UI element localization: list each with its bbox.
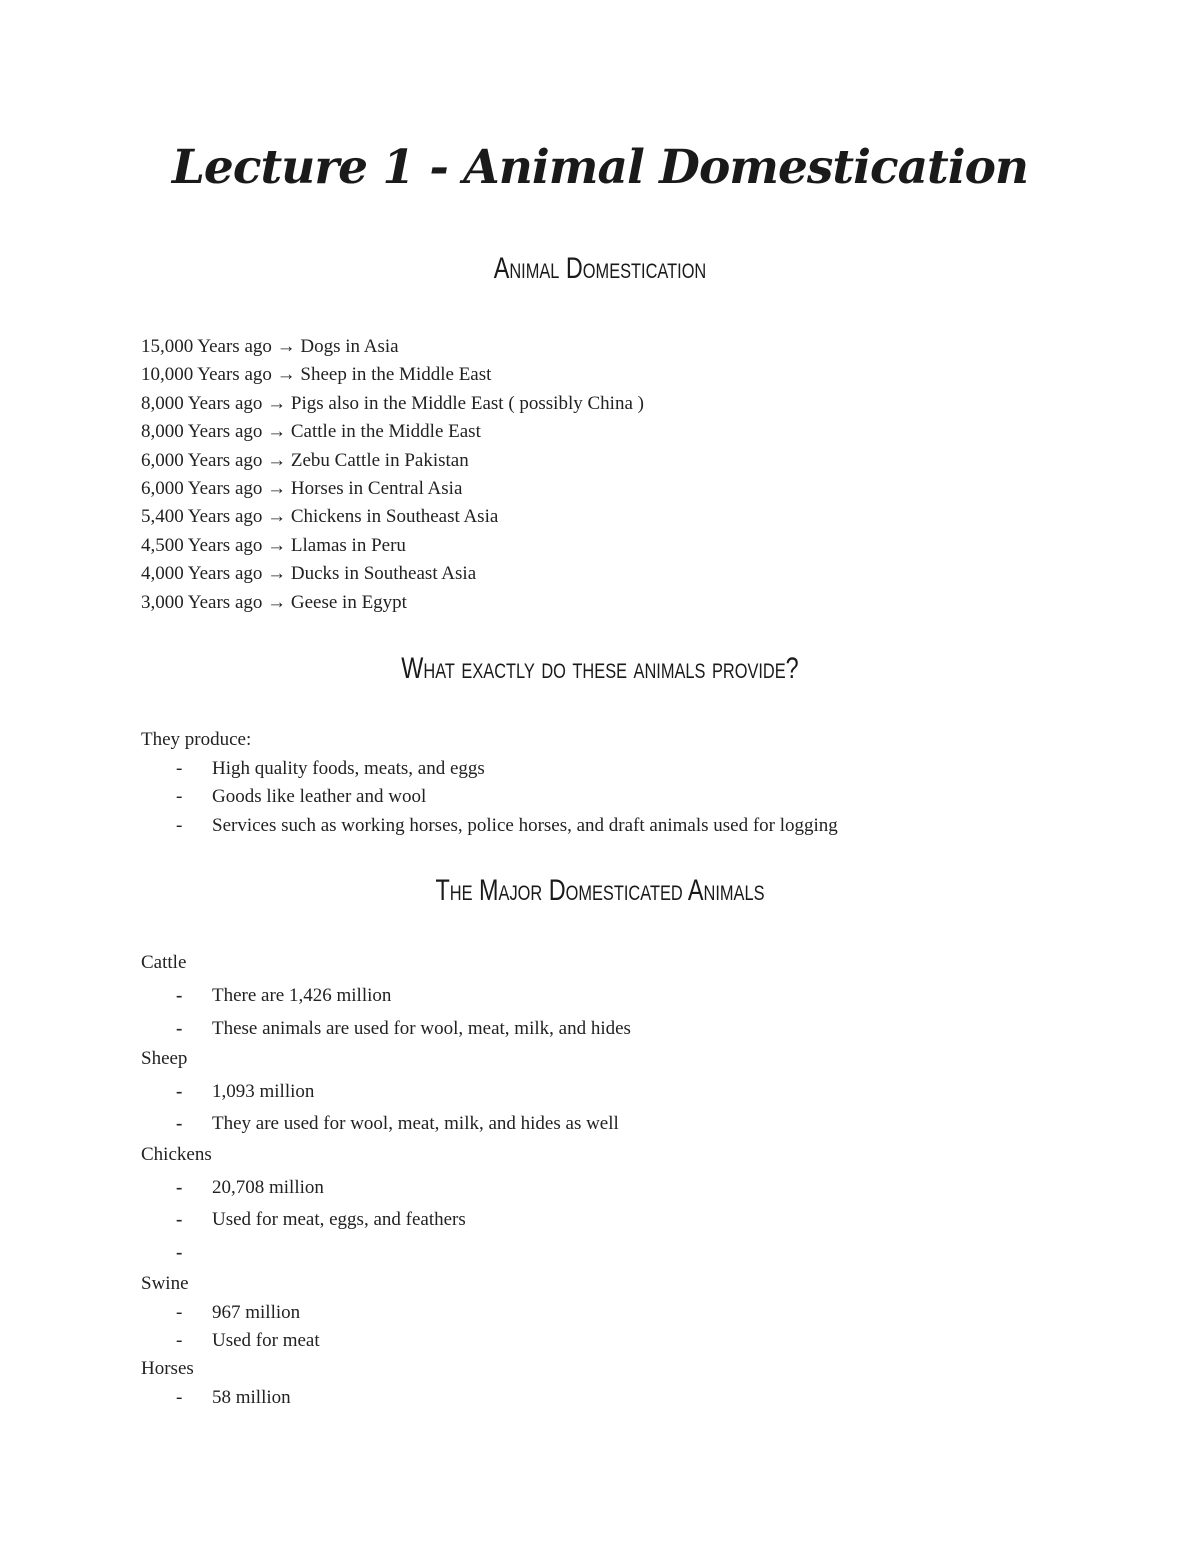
provide-intro: They produce: [141,729,252,750]
bullet-dash: - [176,1209,183,1230]
bullet-dash: - [176,814,183,836]
timeline-entry: 4,000 Years ago → Ducks in Southeast Asia [141,563,477,585]
animal-name-swine: Swine [141,1273,189,1294]
animal-fact-text: 1,093 million [212,1081,315,1102]
timeline-entry: 6,000 Years ago → Zebu Cattle in Pakistan [141,449,469,471]
animal-fact-text: There are 1,426 million [212,985,392,1006]
section-heading-provide: What exactly do these animals provide? [401,652,799,685]
animal-fact-text: 967 million [212,1302,301,1323]
bullet-dash: - [176,1242,183,1263]
animal-fact-text: 58 million [212,1387,291,1408]
timeline-entry: 6,000 Years ago → Horses in Central Asia [141,477,463,499]
timeline-entry: 10,000 Years ago → Sheep in the Middle East [141,364,492,386]
section-heading-major: The Major Domesticated Animals [435,874,765,907]
list-item-text: Services such as working horses, police horses, and draft animals used for logging [212,814,838,836]
animal-fact-text: 20,708 million [212,1177,324,1198]
timeline-entry: 5,400 Years ago → Chickens in Southeast Asia [141,506,499,528]
animal-fact-text: Used for meat, eggs, and feathers [212,1209,466,1230]
animal-fact-text: These animals are used for wool, meat, milk, and hides [212,1018,631,1039]
bullet-dash: - [176,1018,183,1039]
bullet-dash: - [176,1302,183,1323]
timeline-entry: 8,000 Years ago → Cattle in the Middle East [141,421,481,443]
bullet-dash: - [176,758,183,779]
bullet-dash: - [176,1177,183,1198]
timeline-entry: 8,000 Years ago → Pigs also in the Middle East ( possibly China ) [141,392,644,414]
bullet-dash: - [176,1330,183,1351]
bullet-dash: - [176,786,183,808]
bullet-dash: - [176,1081,183,1102]
timeline-entry: 3,000 Years ago → Geese in Egypt [141,591,407,613]
bullet-dash: - [176,985,183,1006]
timeline-entry: 4,500 Years ago → Llamas in Peru [141,534,406,556]
animal-fact-text: They are used for wool, meat, milk, and hides as well [212,1113,619,1134]
timeline-entry: 15,000 Years ago → Dogs in Asia [141,336,399,357]
animal-fact-text: Used for meat [212,1330,320,1351]
list-item-text: High quality foods, meats, and eggs [212,758,485,779]
animal-name-sheep: Sheep [141,1048,188,1069]
document-title: Lecture 1 - Animal Domestication [171,140,1029,195]
animal-name-horses: Horses [141,1358,194,1379]
bullet-dash: - [176,1113,183,1134]
animal-name-chickens: Chickens [141,1144,212,1165]
domestication-timeline [141,333,644,617]
animal-name-cattle: Cattle [141,952,187,973]
list-item-text: Goods like leather and wool [212,786,427,808]
section-heading-domestication: Animal Domestication [493,252,707,285]
bullet-dash: - [176,1387,183,1408]
